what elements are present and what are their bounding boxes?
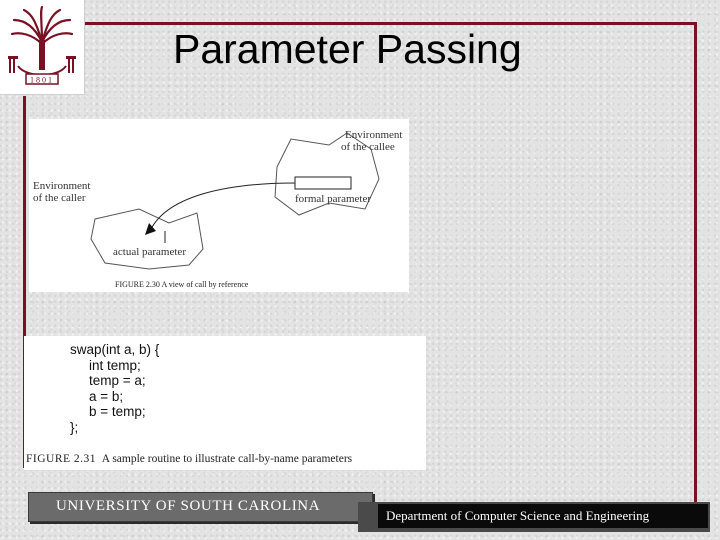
code-line: a = b; — [89, 388, 124, 404]
callee-label-line1: Environment — [345, 129, 403, 141]
palmetto-seal-icon — [4, 4, 80, 90]
formal-parameter-label: formal parameter — [295, 193, 372, 205]
swap-code-block — [70, 342, 159, 435]
code-line: swap(int a, b) { — [70, 342, 160, 357]
figure-2-31-caption — [26, 453, 352, 465]
seal-year-text: 1801 — [30, 75, 54, 85]
university-footer-bar — [28, 492, 373, 522]
department-footer-bar — [378, 504, 708, 528]
figure-2-30-caption: FIGURE 2.30 A view of call by reference — [115, 280, 249, 289]
caller-label-line1: Environment — [33, 180, 91, 192]
call-by-reference-figure — [29, 119, 409, 292]
department-name: Department of Computer Science and Engineering — [386, 508, 650, 523]
figure-2-31-text: A sample routine to illustrate call-by-name parameters — [101, 453, 353, 465]
actual-parameter-label: actual parameter — [113, 246, 186, 258]
frame-right-border — [694, 22, 697, 504]
slide-title: Parameter Passing — [173, 26, 522, 72]
code-line: temp = a; — [89, 373, 146, 388]
caller-environment-shape — [91, 209, 203, 269]
code-line: int temp; — [89, 357, 141, 373]
university-name: UNIVERSITY OF SOUTH CAROLINA — [56, 498, 321, 514]
formal-parameter-box — [295, 177, 351, 189]
caller-label-line2: of the caller — [33, 192, 86, 204]
reference-arrowhead — [145, 223, 156, 235]
university-logo — [0, 0, 85, 95]
figure-2-31-number: FIGURE 2.31 — [26, 453, 97, 465]
code-line: b = temp; — [89, 404, 146, 419]
call-by-name-figure — [24, 336, 426, 470]
callee-label-line2: of the callee — [341, 141, 395, 153]
code-line: }; — [70, 419, 79, 435]
